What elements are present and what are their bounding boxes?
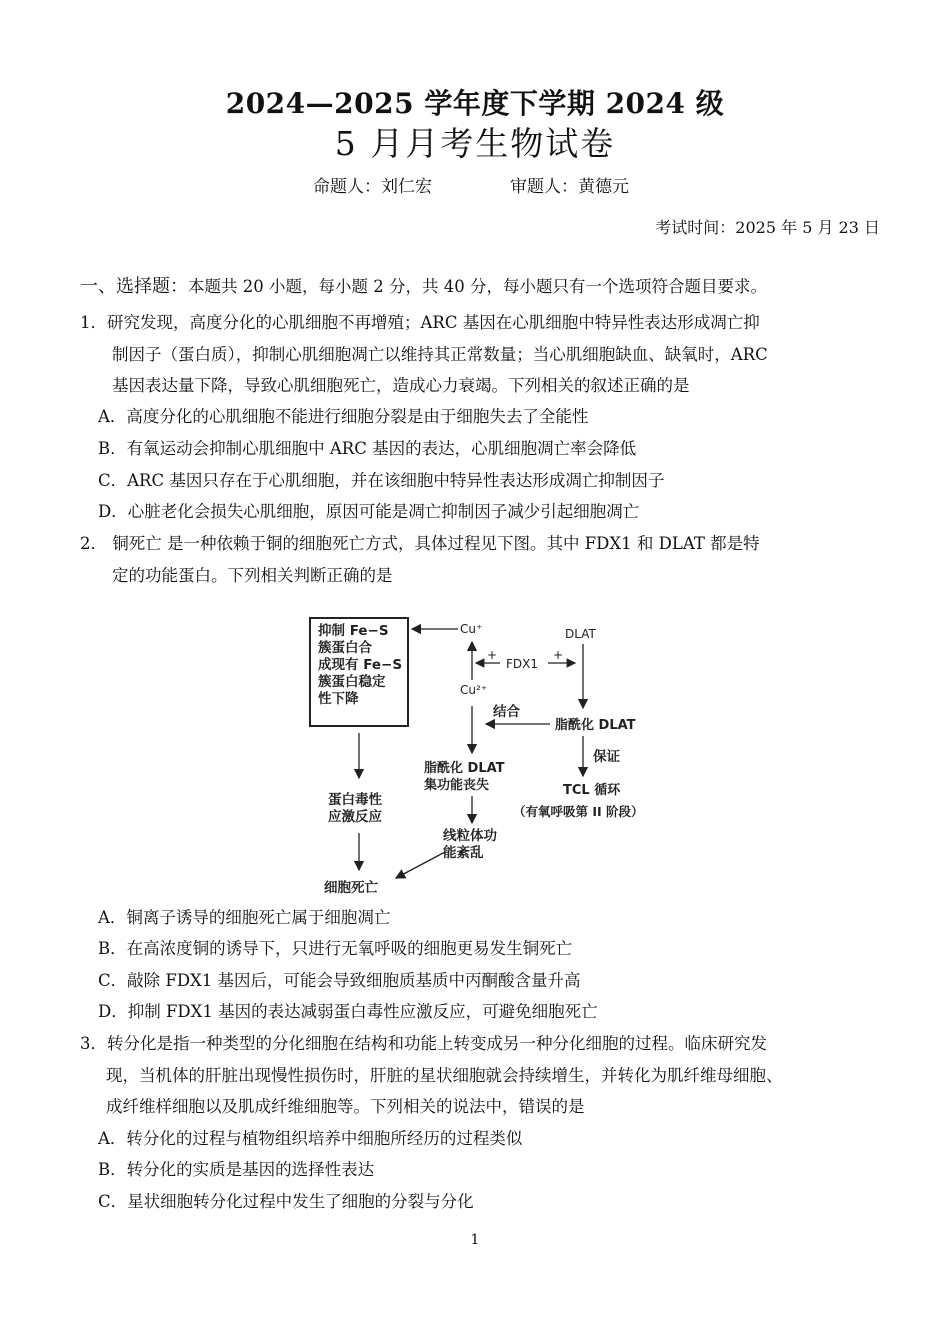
box-line-2: 簇蛋白合: [318, 640, 372, 656]
q2-stem-line1: 2． 铜死亡 是一种依赖于铜的细胞死亡方式，具体过程见下图。其中 FDX1 和 DLAT 都是特: [80, 534, 760, 553]
tcl-label: TCL 循环: [563, 783, 621, 798]
q1-stem-line3: 基因表达量下降，导致心肌细胞死亡，造成心力衰竭。下列相关的叙述正确的是: [112, 376, 690, 395]
box-line-3: 成现有 Fe−S: [318, 657, 403, 673]
section-instruction: 本题共 20 小题，每小题 2 分，共 40 分，每小题只有一个选项符合题目要求。: [188, 277, 767, 296]
tcl-note: （有氧呼吸第 II 阶段）: [513, 804, 644, 819]
mito-line1: 线粒体功: [443, 828, 497, 844]
q2-stem-line2: 定的功能蛋白。下列相关判断正确的是: [112, 566, 393, 585]
q3-option-c: C．星状细胞转分化过程中发生了细胞的分裂与分化: [98, 1192, 474, 1211]
plus-left: +: [487, 648, 498, 662]
q1-option-b: B．有氧运动会抑制心肌细胞中 ARC 基因的表达，心肌细胞凋亡率会降低: [98, 439, 637, 458]
q2-option-a: A．铜离子诱导的细胞死亡属于细胞凋亡: [98, 908, 391, 927]
lipo-loss-line2: 集功能丧失: [424, 778, 490, 793]
q1-option-c: C．ARC 基因只存在于心肌细胞，并在该细胞中特异性表达形成凋亡抑制因子: [98, 471, 665, 490]
cu-2plus-label: Cu²⁺: [460, 683, 488, 697]
box-line-4: 簇蛋白稳定: [318, 674, 386, 690]
q1-stem-line1: 1．研究发现，高度分化的心肌细胞不再增殖；ARC 基因在心肌细胞中特异性表达形成凋亡抑: [80, 313, 760, 332]
q3-stem-line1: 3．转分化是指一种类型的分化细胞在结构和功能上转变成另一种分化细胞的过程。临床研究发: [80, 1034, 767, 1053]
fdx1-label: FDX1: [506, 657, 538, 671]
lipo-dlat-label: 脂酰化 DLAT: [555, 718, 636, 733]
exam-time: 考试时间：2025 年 5 月 23 日: [655, 218, 880, 237]
mito-line2: 能紊乱: [443, 845, 484, 861]
stress-line2: 应激反应: [328, 809, 382, 825]
stress-line1: 蛋白毒性: [328, 792, 382, 808]
plus-right: +: [553, 648, 564, 662]
box-line-1: 抑制 Fe−S: [318, 623, 389, 639]
q2-option-b: B．在高浓度铜的诱导下，只进行无氧呼吸的细胞更易发生铜死亡: [98, 939, 573, 958]
lipo-loss-line1: 脂酰化 DLAT: [424, 761, 505, 776]
exam-title-line1: 2024—2025 学年度下学期 2024 级: [225, 87, 725, 120]
section-heading: [80, 272, 767, 298]
q3-option-b: B．转分化的实质是基因的选择性表达: [98, 1160, 375, 1179]
section-title: 一、选择题：: [80, 276, 188, 297]
reviewer-label: 审题人：黄德元: [510, 177, 629, 197]
copper-death-diagram: [300, 608, 690, 904]
box-line-5: 性下降: [318, 691, 359, 707]
q1-stem-line2: 制因子（蛋白质），抑制心肌细胞凋亡以维持其正常数量；当心肌细胞缺血、缺氧时，ARC: [112, 345, 768, 364]
q3-option-a: A．转分化的过程与植物组织培养中细胞所经历的过程类似: [98, 1129, 523, 1148]
q3-stem-line3: 成纤维样细胞以及肌成纤维细胞等。下列相关的说法中，错误的是: [106, 1097, 585, 1116]
guarantee-label: 保证: [593, 749, 620, 765]
dlat-label: DLAT: [565, 627, 596, 641]
bind-label: 结合: [493, 704, 520, 720]
q1-option-a: A．高度分化的心肌细胞不能进行细胞分裂是由于细胞失去了全能性: [98, 407, 589, 426]
q1-option-d: D．心脏老化会损失心肌细胞，原因可能是凋亡抑制因子减少引起细胞凋亡: [98, 502, 640, 521]
q3-stem-line2: 现，当机体的肝脏出现慢性损伤时，肝脏的星状细胞就会持续增生，并转化为肌纤维母细胞、: [106, 1066, 783, 1085]
death-label: 细胞死亡: [324, 880, 378, 896]
q2-option-c: C．敲除 FDX1 基因后，可能会导致细胞质基质中丙酮酸含量升高: [98, 971, 581, 990]
page-number: 1: [470, 1232, 480, 1248]
setter-label: 命题人：刘仁宏: [313, 177, 432, 197]
q2-option-d: D．抑制 FDX1 基因的表达减弱蛋白毒性应激反应，可避免细胞死亡: [98, 1002, 598, 1021]
exam-title-line2: 5 月月考生物试卷: [334, 124, 616, 163]
cu-plus-label: Cu⁺: [460, 622, 483, 636]
mito-to-death-arrow: [396, 852, 445, 878]
